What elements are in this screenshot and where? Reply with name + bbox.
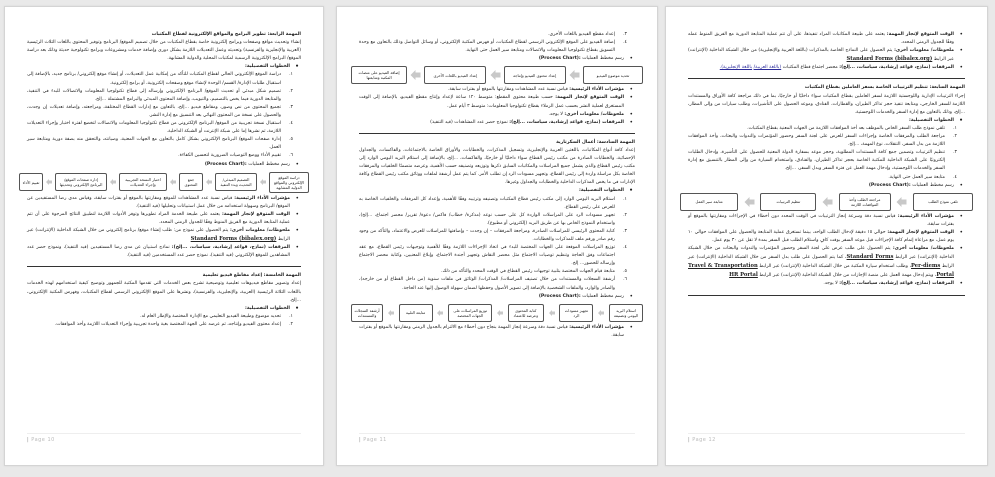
time-item: • الوقت المتوقع لإنجاز المهمة: يعتمد على طبيعة المكاتبات المراد تنفيذها، على أن تتم عملية المتابعة الدورية مع الفريق المنوط عمله وفقًا للجدول الزمني المحدد. [688,31,965,47]
page-content [688,31,965,301]
page-footer: | Page 12 [688,433,965,443]
step-item: ٣. تنظيم الترتيبات وتضمين جمع كافة المستندات المطلوبة، وحجز موعد بسفارة الدولة المعنية للحصول على التأشيرة، وإدخال الطلبات إلكترونيًا على الشبكة الداخلية للمكتبة الخاصة بحجز تذاكر الطيران، والفنادق، واستخدام السيارة من وإلى المطار بالتنسيق مع إدارة السفر والخدمات اللوجستية، وإدخال مهمة العمل عن فترة السفر وبدل السفر، ...إلخ. [688,150,957,172]
arrow-left-icon [109,179,117,185]
step-item: ١. تحديد موضوع وطبيعة الفيديو التعليمي مع الإدارة المختصة والإطار العام له. [140,313,293,319]
process-chart [680,193,973,211]
standard-forms-link[interactable]: Standard Forms (bibalex.org) [846,56,933,63]
travel-transportation-portal-link[interactable]: Travel & Transportation Portal [688,263,954,279]
attachments-item: • المرفقات (نماذج، قواعد إرشادية، سياسات، ...إلخ): محضر اجتماع قطاع المكتبات (باللغة العربية/ باللغة الإنجليزية). [688,64,965,72]
process-step-box: دراسة الموقع الإلكتروني والمواقع الدولية المشابهة [269,172,309,193]
time-item: • الوقت المتوقع لإنجاز المهمة: حسب طبيعة محتوى المقطع: متوسط ١٢٠ ساعة لإعداد وإنتاج مقطع الفيديو، بالإضافة إلى الوقت المستغرق لعملية النشر بحسب عمل الزملاء بقطاع تكنولوجيا المعلومات: متوسط ٣ أيام عمل. [359,94,635,110]
process-step-box: استلام البريد اليومي وتصنيفه [609,304,643,322]
task-heading: المهمة الرابعة: تطوير البرامج والمواقع الإلكترونية لقطاع المكتبات [151,32,301,37]
arrow-left-icon [488,72,502,78]
process-step-box: أرشفة السجلات والمستندات [351,304,383,322]
steps-title: • الخطوات التفصيلية: [27,63,301,71]
step-item: ٦. أرشفة السجلات والمستندات من خلال تصنيف المراسلات/ المذكرات/ الوثائق في ملفات سنوية (من داخل القطاع أو من خارجه)، والصادر والوارد، والملفات الشخصية بالإضافة إلى تصوير الأصول وحفظها لضمان سهولة الوصول إليها عند الحاجة. [359,277,627,291]
english-version-link[interactable]: باللغة الإنجليزية). [719,65,753,71]
step-item: ١. تلقي نموذج طلب السفر الخاص بالموظف بعد أخذ الموافقات اللازمة من الجهات المعنية بقطاع المكتبات. [747,125,957,131]
hr-portal-link[interactable]: HR Portal [729,272,758,279]
chart-title: • رسم مخطط العمليات (Process Chart): [27,161,301,169]
time-item: • الوقت المتوقع لإنجاز المهمة: يعتمد على طبيعة الخدمة المراد تطويرها وتوفر الأدوات اللازمة لتطبيق النتائج المرجوة على أن تتم عملية المتابعة الدورية مع الفريق المنوط وفقًا للجدول الزمني المحدد. [27,211,301,227]
arrow-left-icon [821,199,835,205]
document-page-11 [336,6,658,466]
arrow-left-icon [548,310,556,316]
chart-title: • رسم مخطط العمليات (Process Chart): [359,55,635,63]
process-step-box: إعداد محتوى الفيديو وإنتاجه [504,66,566,84]
step-item: ٢. تصميم شكل مبدئي أو تحديث الموقع/ البرنامج الإلكتروني وإرساله إلى قطاع تكنولوجيا المعلومات والاتصالات للبدء في التنفيذ، والمتابعة الدورية فيما يخص بالتصميم، والتبويب، وإضافة المحتوى المبدئي والبرامج المشتملة ...إلخ. [27,88,293,102]
attachments-item: • المرفقات (نماذج، قواعد إرشادية، سياسات، ...إلخ): نموذج حصر عدد المشاهدات (قيد التنفيذ) [359,119,635,127]
process-step-box: تنظيم الترتيبات [760,193,816,211]
standard-forms-link[interactable]: Standard Forms [846,254,894,261]
process-step-box: مراجعة الطلب وأخذ الموافقات اللازمة [839,193,891,211]
step-item: ٣. كتابة المحتوى الرئيسي للمراسلات الصادرة، ومراجعة المرفقات – إن وجدت – وإضافتها للمراسلات للعرض والاعتماد، والتأكد من وجود رقم صادر ورقم ملف للمذكرات والخطابات. [359,228,627,242]
step-item: ٤. متابعة سير العمل حتى النهاية. [888,174,957,180]
process-step-box: إضافة الفيديو على منصات المكتبة ومتابعتها [351,66,407,84]
process-step-box: متابعة التلبية [399,304,433,322]
process-step-box: التصميم المبدئي/ التحديث وبدء التنفيذ [215,173,257,191]
per-diems-link[interactable]: Per-diems [911,263,941,270]
notes-item: • ملحوظات/ معلومات أخرى: يتم الحصول على النماذج الخاصة بالمذكرات (باللغة العربية والإنجليزية) من خلال الشبكة الداخلية (الإنترانت) عبر الرابط Standard Forms (bibalex.org) [688,47,965,64]
process-step-box: اختبار النسخة التجريبية وإجراء التعديلات [119,173,167,191]
section-divider [27,266,301,267]
notes-item: • ملحوظات/ معلومات أخرى: لا يوجد. [359,111,635,119]
process-step-box: متابعة سير العمل [680,193,738,211]
section-divider [688,78,965,79]
task-intro: إجراء الترتيبات الإدارية واللوجستية اللازمة لسفر العاملين بقطاع المكتبات سواء داخليًا أو خارجيًا، بما في ذلك مراجعة كافة الأوراق والمستندات اللازمة للسفر الخارجي، ومتابعة تنفيذ حجز تذاكر الطيران، والقطارات، الفنادق، وموعد الحصول على التأشيرات، وطلب سيارات من وإلى المطار، ...إلخ، وذلك بالتعاون مع إدارة السفر والخدمات اللوجستية. [688,93,965,115]
process-step-box: كتابة المحتوى وعرضه للاعتماد [508,304,544,322]
page-number: 10 [47,437,55,443]
task-heading: المهمة السادسة: أعمال السكرتارية [556,139,635,145]
process-step-box: تجهيز مسودات الرد [559,304,593,322]
step-item: ١. دراسة الموقع الإلكتروني الحالي لقطاع المكتبات للتأكد من إمكانية عمل التعديلات، أو إنشاء موقع إلكتروني/ برنامج جديد، بالإضافة إلى استقبال طلبات الإدارة/ القسم/ الوحدة لإنشاء موقع وصفحات إلكترونية، أو برامج إلكترونية. [27,72,293,86]
step-item: ٢. مراجعة الطلب والمرفقات الخاصة وإجراءات السفر للعرض على لجنة السفر وحضور المؤتمرات والندوات والبعثات، وأخذ الموافقات اللازمة من بدل السفر، التنقلات، نوع المهمة، ...إلخ. [688,134,957,148]
arrow-left-icon [436,310,444,316]
arrow-left-icon [597,310,605,316]
time-item: • الوقت المتوقع لإنجاز المهمة: حوالي ١٥ دقيقة لإدخال الطلب الواحد، بينما تستغرق عملية المتابعة والحصول على الموافقات حوالي ١٠ يوم عمل، مع مراعاة إتمام كافة الإجراءات قبل موعد السفر بوقت كافٍ واستلام الطلب قبل السفر بمدة لا تقل عن ٣٠ يوم عمل. [688,229,965,245]
arrow-left-icon [567,72,581,78]
task-heading: المهمة الخامسة: إعداد مقاطع فيديو تعليمية [202,273,301,279]
process-step-box: تحديد موضوع الفيديو [583,66,643,84]
attachments-item: • المرفقات (نماذج، قواعد إرشادية، سياسات، ...إلخ): لا يوجد. [688,280,965,288]
steps-title: • الخطوات التفصيلية: [688,117,965,125]
page-content [354,31,639,340]
process-step-box: تلقي نموذج الطلب [913,193,973,211]
arrow-left-icon [496,310,504,316]
task-intro: إعداد كافة أنواع المكاتبات، باللغتين العربية والإنجليزية، وتسجيل المذكرات، والخطابات، والأوراق الخاصة بالاجتماعات، والفاكسات، والجداول الإحصائية، والخطابات الصادرة من مكتب رئيس القطاع سواء داخليًا أو خارجيًا، والفاكسات، ...إلخ، بالإضافة إلى استلام البريد اليومي الوارد إلى مكتب رئيس القطاع والذي يشمل جميع المراسلات والمكاتبات السابق ذكرها وتوزيعه وتصنيفه حسب الأهمية، وعرضه متضمنًا الخلفيات والمرفقات الخاصة بكل مراسلة واردة إلى رئيس القطاع، وتجهيز مسودات الرد إن تطلب الأمر. كما يتم عمل أرشفة لملفات ووثائق مكتب رئيس القطاع وكافة الإدارات في ما يخص المذكرات الداخلية والخطابات والجداول وغيرها. [359,147,635,186]
step-item: ٤. استقبال نسخة تجريبية من الموقع/ البرنامج الإلكتروني من قطاع تكنولوجيا المعلومات والاتصالات لتخضع لفترة اختبار وإجراء التعديلات اللازمة، ثم نشرها إما على شبكة الإنترنت أو الشبكة الداخلية. [27,121,293,135]
step-item: ٥. متابعة قيام الجهات المختصة بتلبية توجيهات رئيس القطاع في الوقت المحدد والتأكد من ذلك. [441,269,627,275]
step-item: ٣. تجميع المحتوى من نص وصور، ومقاطع فيديو ...إلخ، بالتعاون مع إدارات القطاع المختلفة، ومراجعته، وإضافة تعديلات إن وجدت، والحصول على نسخة من المحتوى النهائي بعد التنسيق مع إدارة النشر. [27,104,293,118]
task-heading: المهمة السابعة: تنظيم الترتيبات الخاصة بسفر العاملين بقطاع المكتبات [804,85,965,91]
page-content [22,31,305,329]
process-step-box: تقييم الأداء [19,173,43,191]
process-chart [19,172,309,193]
step-item: ٤. إضافة الفيديو على الموقع الإلكتروني الرسمي لقطاع المكتبات، أو فهرس المكتبة الإلكتروني، أو وسائل التواصل وذلك بالتعاون مع وحدة التسويق بقطاع تكنولوجيا المعلومات والاتصالات ومتابعة سير العمل حتى النهاية. [359,40,627,54]
section-divider [359,133,635,134]
process-step-box: إعداد الفيديو باللغات الأخرى [424,66,486,84]
arrow-left-icon [205,179,213,185]
step-item: ٢. إعداد محتوى الفيديو وإنتاجه، ثم عرضه على الجهة المختصة بغية واحدة تجريبية وإجراء التعديلات اللازمة وأخذ الموافقات. [54,321,293,327]
task-intro: إنشاء وتحديث مواقع وصفحات وبرامج إلكترونية خاصة بقطاع المكتبات من خلال تصميم الموقع/ البرنامج وتوفير المحتوى باللغات الثلاث الرئيسية (العربية والإنجليزية والفرنسية) وتحديثه وعمل التعديلات اللازمة بشكل دوري وإضافة خدمات ومشروعات وبرامج تكنولوجية حديثة وذلك بعد دراسة الموقع/ البرامج الإلكترونية الرسمية لمكتبات المحلية والدولية المشابهة. [27,40,301,62]
arrow-left-icon [742,199,756,205]
process-step-box: توزيع المراسلات على الجهات المختصة [448,304,492,322]
page-number: 11 [379,437,387,443]
step-item: ٤. توزيع المراسلات الموقعة على الجهات المختصة للبدء في اتخاذ الإجراءات اللازمة وفقًا للأهمية وتوجيهات رئيس القطاع، مع عقد اجتماعات وفق الحاجة وتنظيم توصيات الاجتماع مثل محضر النقاش وتجهيز أجندة الاجتماع، وإبلاغ المعنيين، وكتابة محضر الاجتماع وإرساله للحضور... إلخ. [359,245,627,267]
page-number: 12 [708,437,716,443]
document-page-12 [665,6,988,466]
document-page-10 [4,6,324,466]
arabic-version-link[interactable]: (باللغة العربية/ [753,65,782,71]
arrow-left-icon [259,179,267,185]
kpi-item: • مؤشرات الأداء الرئيسية: قياس نسبة عدد المشاهدات ومقارنتها بالموقع أو بفترات سابقة. [359,86,635,94]
arrow-left-icon [409,72,423,78]
step-item: ١. استلام البريد اليومي الوارد إلى مكتب رئيس قطاع المكتبات وتصنيفه وترتيبه وفقًا للأهمية، وإعداد كل المرفقات والخلفيات الخاصة به للعرض على رئيس القطاع. [359,196,627,210]
kpi-item: • مؤشرات الأداء الرئيسية: قياس نسبة عدد المشاهدات للموقع ومقارنتها بالموقع أو بفترات سابقة، وقياس مدى رضا المستفيدين عن الموقع/ البرنامج وسهولة استخدامه من خلال عمل استبيانات وتحليلها (قيد التنفيذ). [27,195,301,211]
standard-forms-link[interactable]: Standard Forms (bibalex.org) [190,236,277,243]
step-item: ٦. تقييم الأداء ووضع التوصيات الضرورية لتحسين الكفاءة. [178,153,293,159]
step-item: ٥. إدارة صفحات الموقع/ البرنامج الإلكتروني بشكل كامل بالتعاون مع الجهات المعنية، وصيانته، والتحقق منه بصفة دورية ومتابعة سير العمل. [27,137,293,151]
chart-title: • رسم مخطط العمليات (Process Chart): [359,293,635,301]
section-divider [688,295,965,296]
attachments-item: • المرفقات (نماذج، قواعد إرشادية، سياسات، ...إلخ): نماذج استبيان عن مدى رضا المستفيدين (قيد التنفيذ)، ونموذج حصر عدد المشاهدين للموقع الإلكتروني (قيد التنفيذ)، نموذج حصر عدد المستخدمين (قيد التنفيذ). [27,244,301,260]
arrow-left-icon [45,179,53,185]
chart-title: • رسم مخطط العمليات (Process Chart): [688,182,965,190]
step-item: ٢. تجهيز مسودات الرد على المراسلات الواردة كل على حسب نوعه (مذكرة/ خطاب/ فاكس/ دعوة/ تقرير/ محضر اجتماع، ...إلخ)، واستخدام النموذج الخاص بها عن طريق البريد (إلكتروني أو مطبوع). [359,212,627,226]
notes-item: • ملحوظات/ معلومات أخرى: يتم الحصول على طلب عرض على لجنة السفر وحضور المؤتمرات والندوات والبعثات من خلال الشبكة الداخلية (الإنترانت) عبر الرابط Standard Forms، كما يتم الحصول على طلب بدل السفر من خلال الشبكة الداخلية (الإنترانت) عبر الرابط Per-diems، وطلب استخدام سيارة المكتبة من خلال الشبكة الداخلية (الإنترانت) عبر الرابط Travel & Transportation Portal، ويتم إدخال مهمة العمل على منصة الإجازات من خلال الشبكة الداخلية (الإنترانت) عبر الرابط HR Portal [688,245,965,280]
step-item: ٣. إعداد مقطع الفيديو باللغات الأخرى. [548,32,627,37]
process-step-box: إدارة صفحات الموقع/ البرنامج الإلكتروني وتحديثها [55,173,107,191]
arrow-left-icon [387,310,395,316]
steps-title: • الخطوات التفصيلية: [359,187,635,195]
process-step-box: جمع المحتوى [179,173,203,191]
process-chart [351,304,643,322]
page-footer: | Page 11 [359,433,635,443]
page-footer: | Page 10 [27,433,301,443]
process-chart [351,66,643,84]
task-intro: إعداد وتصوير مقاطع فيديوهات تعليمية وتوضيحية تشرح بعض الخدمات التي تقدمها المكتبة للجمهور وتوضيح كيفية استخدامهم لهذه الخدمات باللغات الثلاثة الرئيسية (العربية، والإنجليزية، والفرنسية)، ونشرها على الموقع الإلكتروني الرسمي لقطاع المكتبات، وفهرس المكتبة الإلكتروني، ...إلخ. [27,281,301,303]
kpi-item: • مؤشرات الأداء الرئيسية: قياس نسبة دقة وسرعة إنجاز المهمة بنجاح دون أخطاء مع الالتزام بالجدول الزمني ومقارنتها بالموقع أو بفترات سابقة. [359,324,635,340]
arrow-left-icon [895,199,909,205]
steps-title: • الخطوات التفصيلية: [27,305,301,313]
notes-item: • ملحوظات/ معلومات أخرى: يتم الحصول على نموذج من: طلب إنشاء موقع/ برنامج إلكتروني من خلال الشبكة الداخلية (الإنترانت) عبر الرابط Standard Forms (bibalex.org) [27,227,301,244]
arrow-left-icon [169,179,177,185]
kpi-item: • مؤشرات الأداء الرئيسية: قياس نسبة دقة وسرعة إنجاز الترتيبات في الوقت المحدد دون أخطاء في الإجراءات ومقارنتها بالموقع أو بفترات سابقة. [688,213,965,229]
